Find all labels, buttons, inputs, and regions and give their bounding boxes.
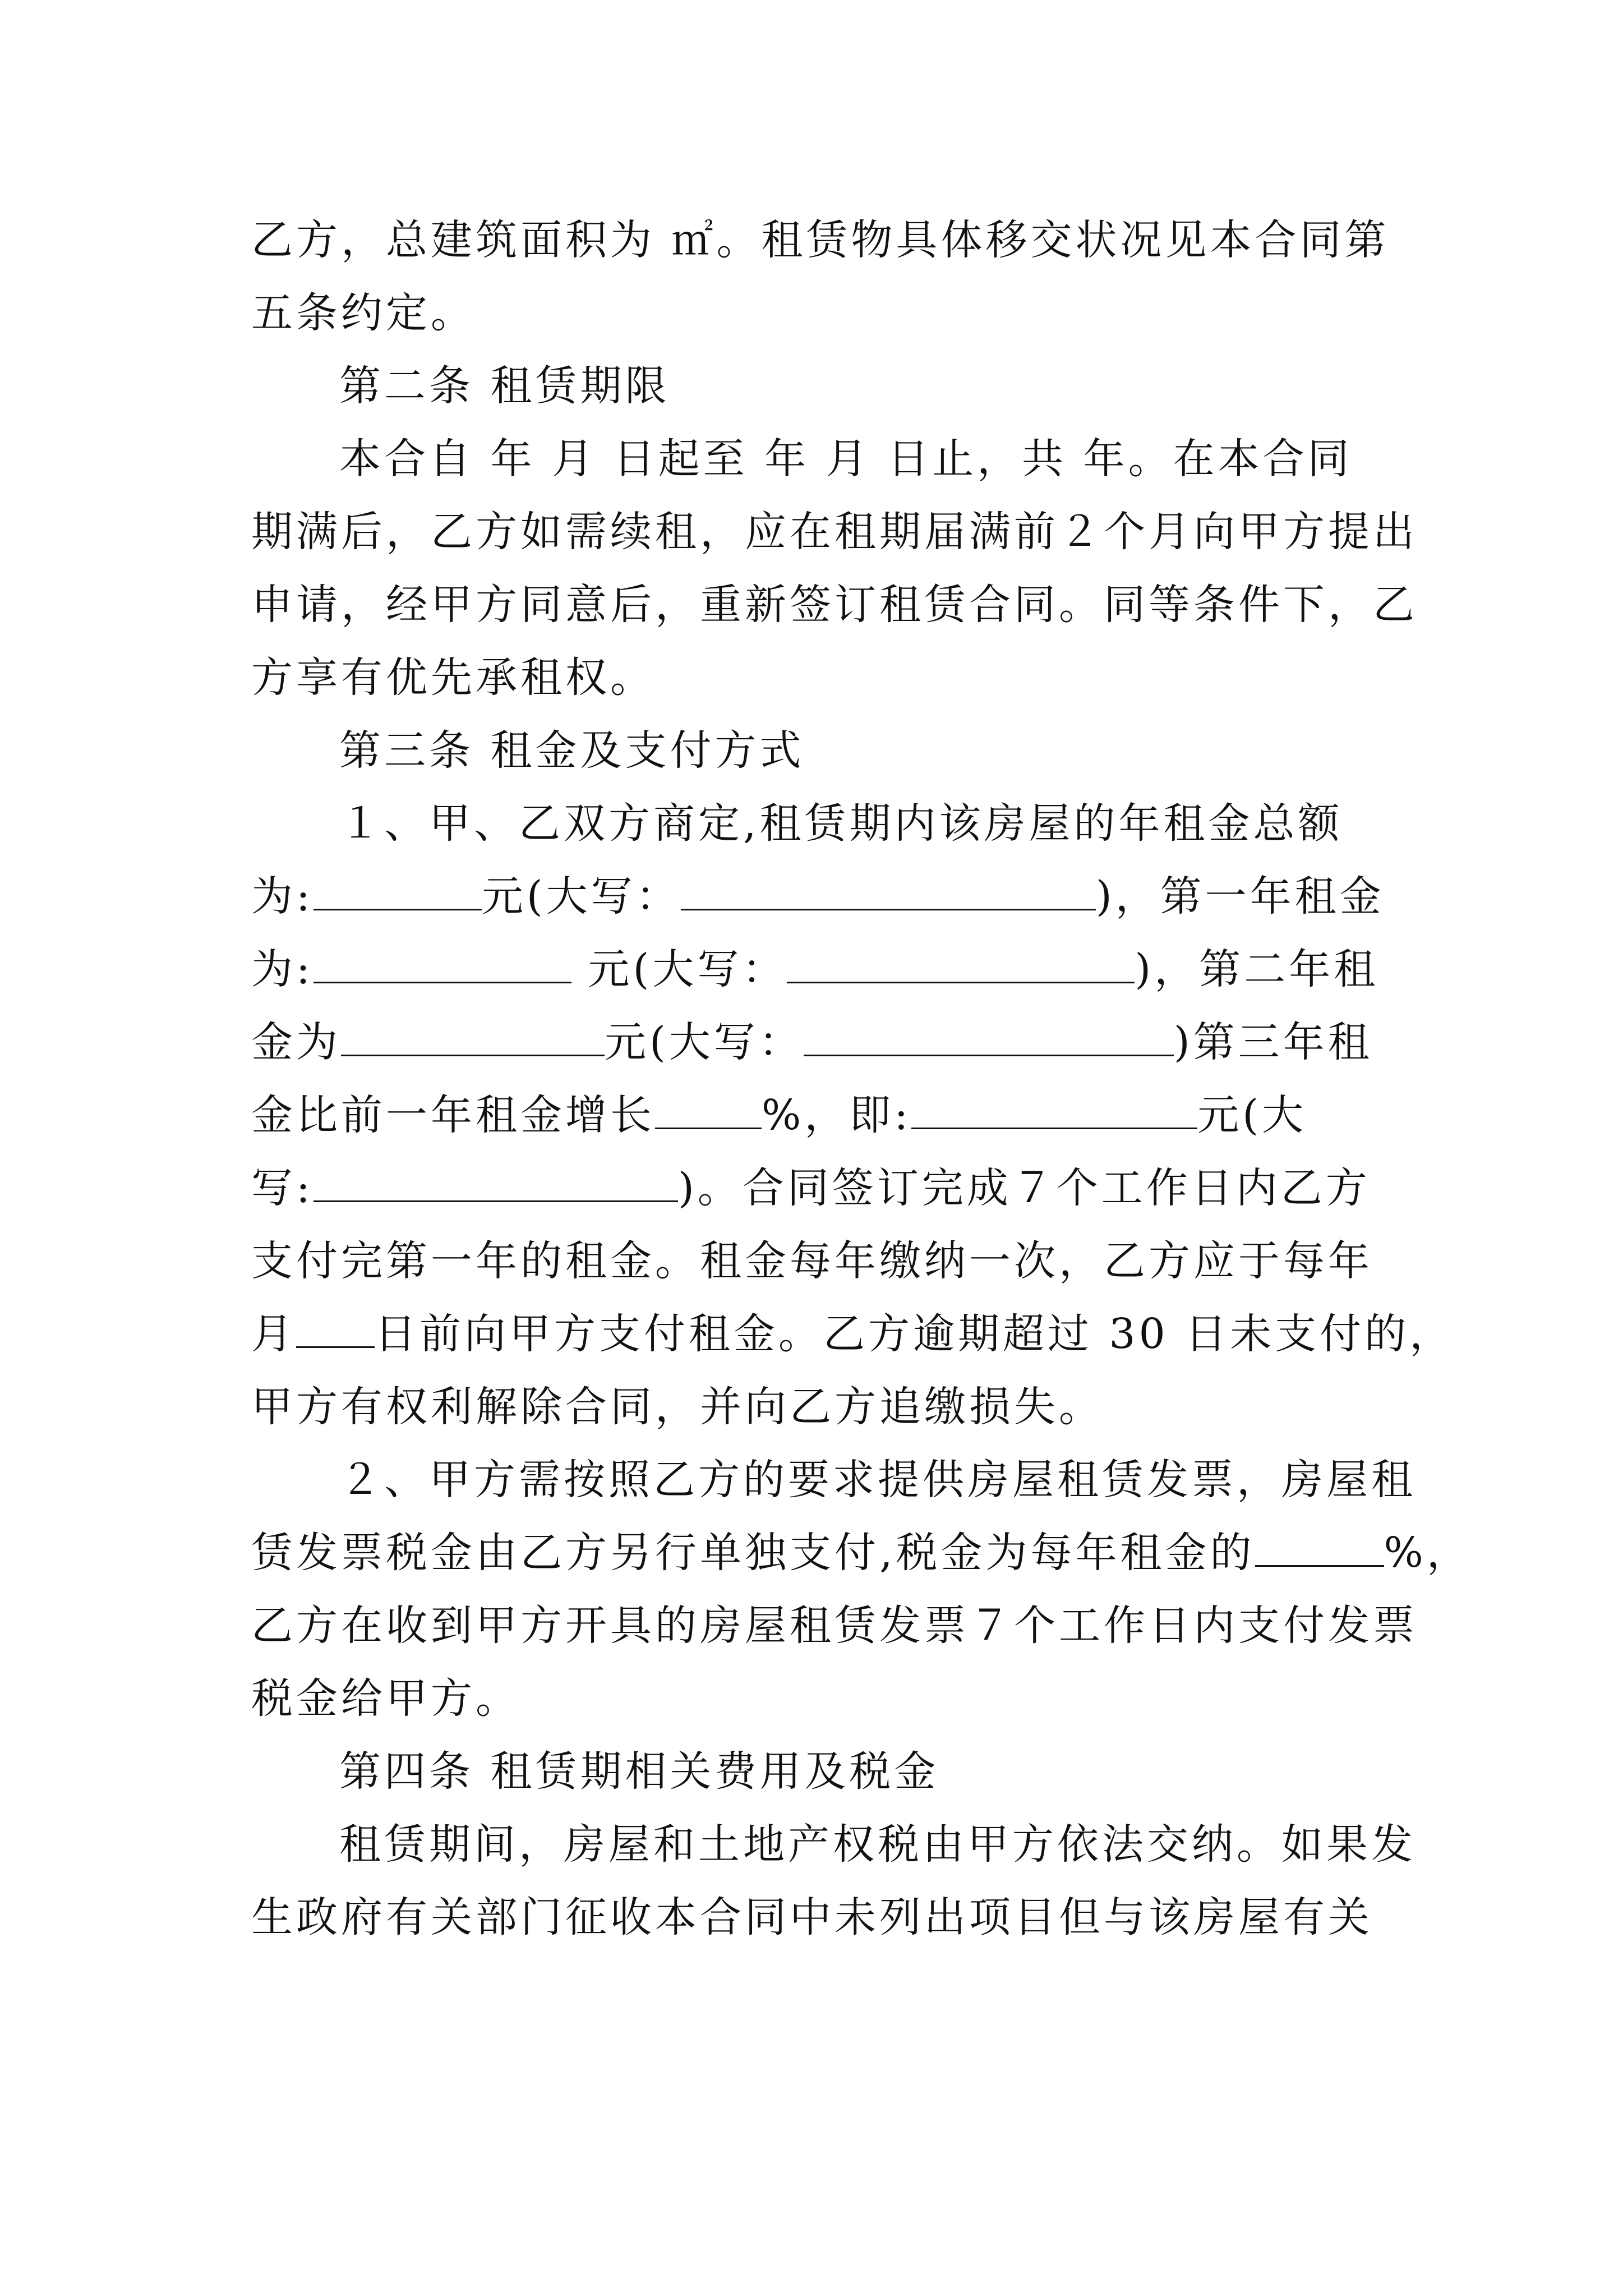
fill-blank <box>313 947 571 983</box>
fill-blank <box>911 1093 1197 1129</box>
text-line: ２、甲方需按照乙方的要求提供房屋租赁发票，房屋租 <box>339 1456 1416 1504</box>
text-line: 乙方在收到甲方开具的房屋租赁发票７个工作日内支付发票 <box>251 1602 1418 1650</box>
text-line: 为: 元(大写： )，第二年租 <box>251 945 1379 993</box>
text-line: 金为 元(大写： )第三年租 <box>251 1018 1373 1066</box>
fill-blank <box>804 1020 1174 1056</box>
text-line: 支付完第一年的租金。租金每年缴纳一次，乙方应于每年 <box>251 1237 1373 1285</box>
fill-blank <box>655 1093 762 1129</box>
section-heading-2: 第二条 租赁期限 <box>339 362 670 410</box>
fill-blank <box>313 874 482 910</box>
text-line: 申请，经甲方同意后，重新签订租赁合同。同等条件下，乙 <box>251 581 1418 629</box>
text-line: 租赁期间，房屋和土地产权税由甲方依法交纳。如果发 <box>339 1820 1416 1869</box>
text-line: 金比前一年租金增长 %，即: 元(大 <box>251 1091 1307 1139</box>
fill-blank <box>341 1020 605 1056</box>
text-line: 五条约定。 <box>251 289 476 337</box>
text-line: 为: 元(大写： )，第一年租金 <box>251 872 1385 921</box>
fill-blank <box>681 874 1096 910</box>
text-line: 甲方有权利解除合同，并向乙方追缴损失。 <box>251 1383 1104 1431</box>
fill-blank <box>296 1312 375 1348</box>
text-line: １、甲、乙双方商定,租赁期内该房屋的年租金总额 <box>339 799 1343 848</box>
text-line: 方享有优先承租权。 <box>251 654 655 702</box>
text-line: 期满后，乙方如需续租，应在租期届满前２个月向甲方提出 <box>251 508 1418 556</box>
section-heading-4: 第四条 租赁期相关费用及税金 <box>339 1747 939 1796</box>
fill-blank <box>787 947 1135 983</box>
fill-blank <box>1255 1530 1384 1567</box>
text-line: 乙方，总建筑面积为 ㎡。租赁物具体移交状况见本合同第 <box>251 216 1390 264</box>
section-heading-3: 第三条 租金及支付方式 <box>339 726 805 775</box>
text-line: 生政府有关部门征收本合同中未列出项目但与该房屋有关 <box>251 1893 1373 1941</box>
text-line: 写: )。合同签订完成７个工作日内乙方 <box>251 1164 1371 1212</box>
text-line: 税金给甲方。 <box>251 1674 520 1723</box>
text-line: 赁发票税金由乙方另行单独支付,税金为每年租金的 %， <box>251 1529 1472 1577</box>
fill-blank <box>313 1166 678 1202</box>
text-line: 月 日前向甲方支付租金。乙方逾期超过 30 日未支付的， <box>251 1310 1455 1358</box>
text-line: 本合自 年 月 日起至 年 月 日止，共 年。在本合同 <box>339 435 1353 483</box>
